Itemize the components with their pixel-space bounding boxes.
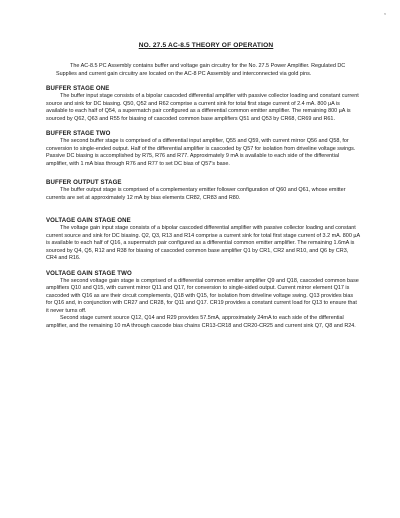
section-paragraph: The buffer output stage is comprised of a complementary emitter follower configuration of Q60 and Q61, whose emitter currents are set at approximately 12 mA by bias elements CR82, CR83 and R80. bbox=[46, 187, 346, 201]
section-paragraph: The second voltage gain stage is comprised of a differential common emitter amplifier Q9 and Q18, cascoded common base amplifiers Q10 and Q15, with current mirror Q11 and Q17, for conversion to single-sided output. Current mirror element Q17 is cascoded with Q16 as are their circuit complements, Q18 with Q15, for isolation from driveline voltage swing. Q13 provides bias for Q16 and, in conjunction with CR27 and CR28, for Q11 and Q17. CR19 provides a constant current load for Q13 to ensure that it never turns off. bbox=[46, 277, 359, 314]
section-heading-buffer-output-stage: BUFFER OUTPUT STAGE bbox=[46, 179, 122, 186]
page-title: NO. 27.5 AC-8.5 THEORY OF OPERATION bbox=[138, 42, 274, 49]
section-paragraph: The buffer input stage consists of a bipolar cascoded differential amplifier with passive collector loading and constant current source and sink for DC biasing. Q50, Q52 and R62 comprise a current sink for total first stage current of 2.4 mA. 800 µA is available to each half of Q54, a supermatch pair configured as a differential common emitter amplifier. The remaining 800 µA is sourced by Q62, Q63 and R55 for biasing of cascoded common base amplifiers Q51 and Q53 by CR68, CR69 and R61. bbox=[46, 93, 359, 122]
section-heading-voltage-gain-stage-two: VOLTAGE GAIN STAGE TWO bbox=[46, 269, 132, 277]
section-heading-voltage-gain-stage-one: VOLTAGE GAIN STAGE ONE bbox=[46, 217, 131, 224]
section-heading-buffer-stage-one: BUFFER STAGE ONE bbox=[46, 85, 110, 92]
corner-mark: , bbox=[384, 9, 386, 16]
section-paragraph: Second stage current source Q12, Q14 and R29 provides 57.5mA, approximately 24mA to each side of the differential amplifier, and the remaining 10 mA through cascode bias chains CR13-CR18 and CR20-CR25 and current sink Q7, Q8 and R24. bbox=[46, 315, 356, 329]
intro-paragraph: The AC-8.5 PC Assembly contains buffer and voltage gain circuitry for the No. 27.5 Power Amplifier. Regulated DC Supplies and current gain circuitry are located on the AC-8 PC Assembly and interconnected via gold pins. bbox=[56, 63, 346, 77]
section-heading-buffer-stage-two: BUFFER STAGE TWO bbox=[46, 130, 111, 137]
section-paragraph: The second buffer stage is comprised of a differential input amplifier, Q55 and Q59, with current mirror Q56 and Q58, for conversion to single-ended output. Half of the differential amplifier is cascoded by Q57 for isolation from driveline voltage swings. Passive DC biasing is accomplished by R75, R76 and R77. Approximately 9 mA is available to each side of the differential amplifier, with 1 mA bias through R76 and R77 to set DC bias of Q57's base. bbox=[46, 138, 356, 167]
section-paragraph: The voltage gain input stage consists of a bipolar cascoded differential amplifier with passive collector loading and constant current source and sink for DC biasing. Q2, Q3, R13 and R14 comprise a current sink for total first stage current of 3.2 mA. 800 µA is available to each half of Q16, a supermatch pair configured as a differential common emitter amplifier. The remaining 1.6mA is sourced by Q4, Q5, R12 and R38 for biasing of cascoded common base amplifier Q1 by CR1, CR2 and R10, and Q6 by CR3, CR4 and R16. bbox=[46, 225, 360, 261]
